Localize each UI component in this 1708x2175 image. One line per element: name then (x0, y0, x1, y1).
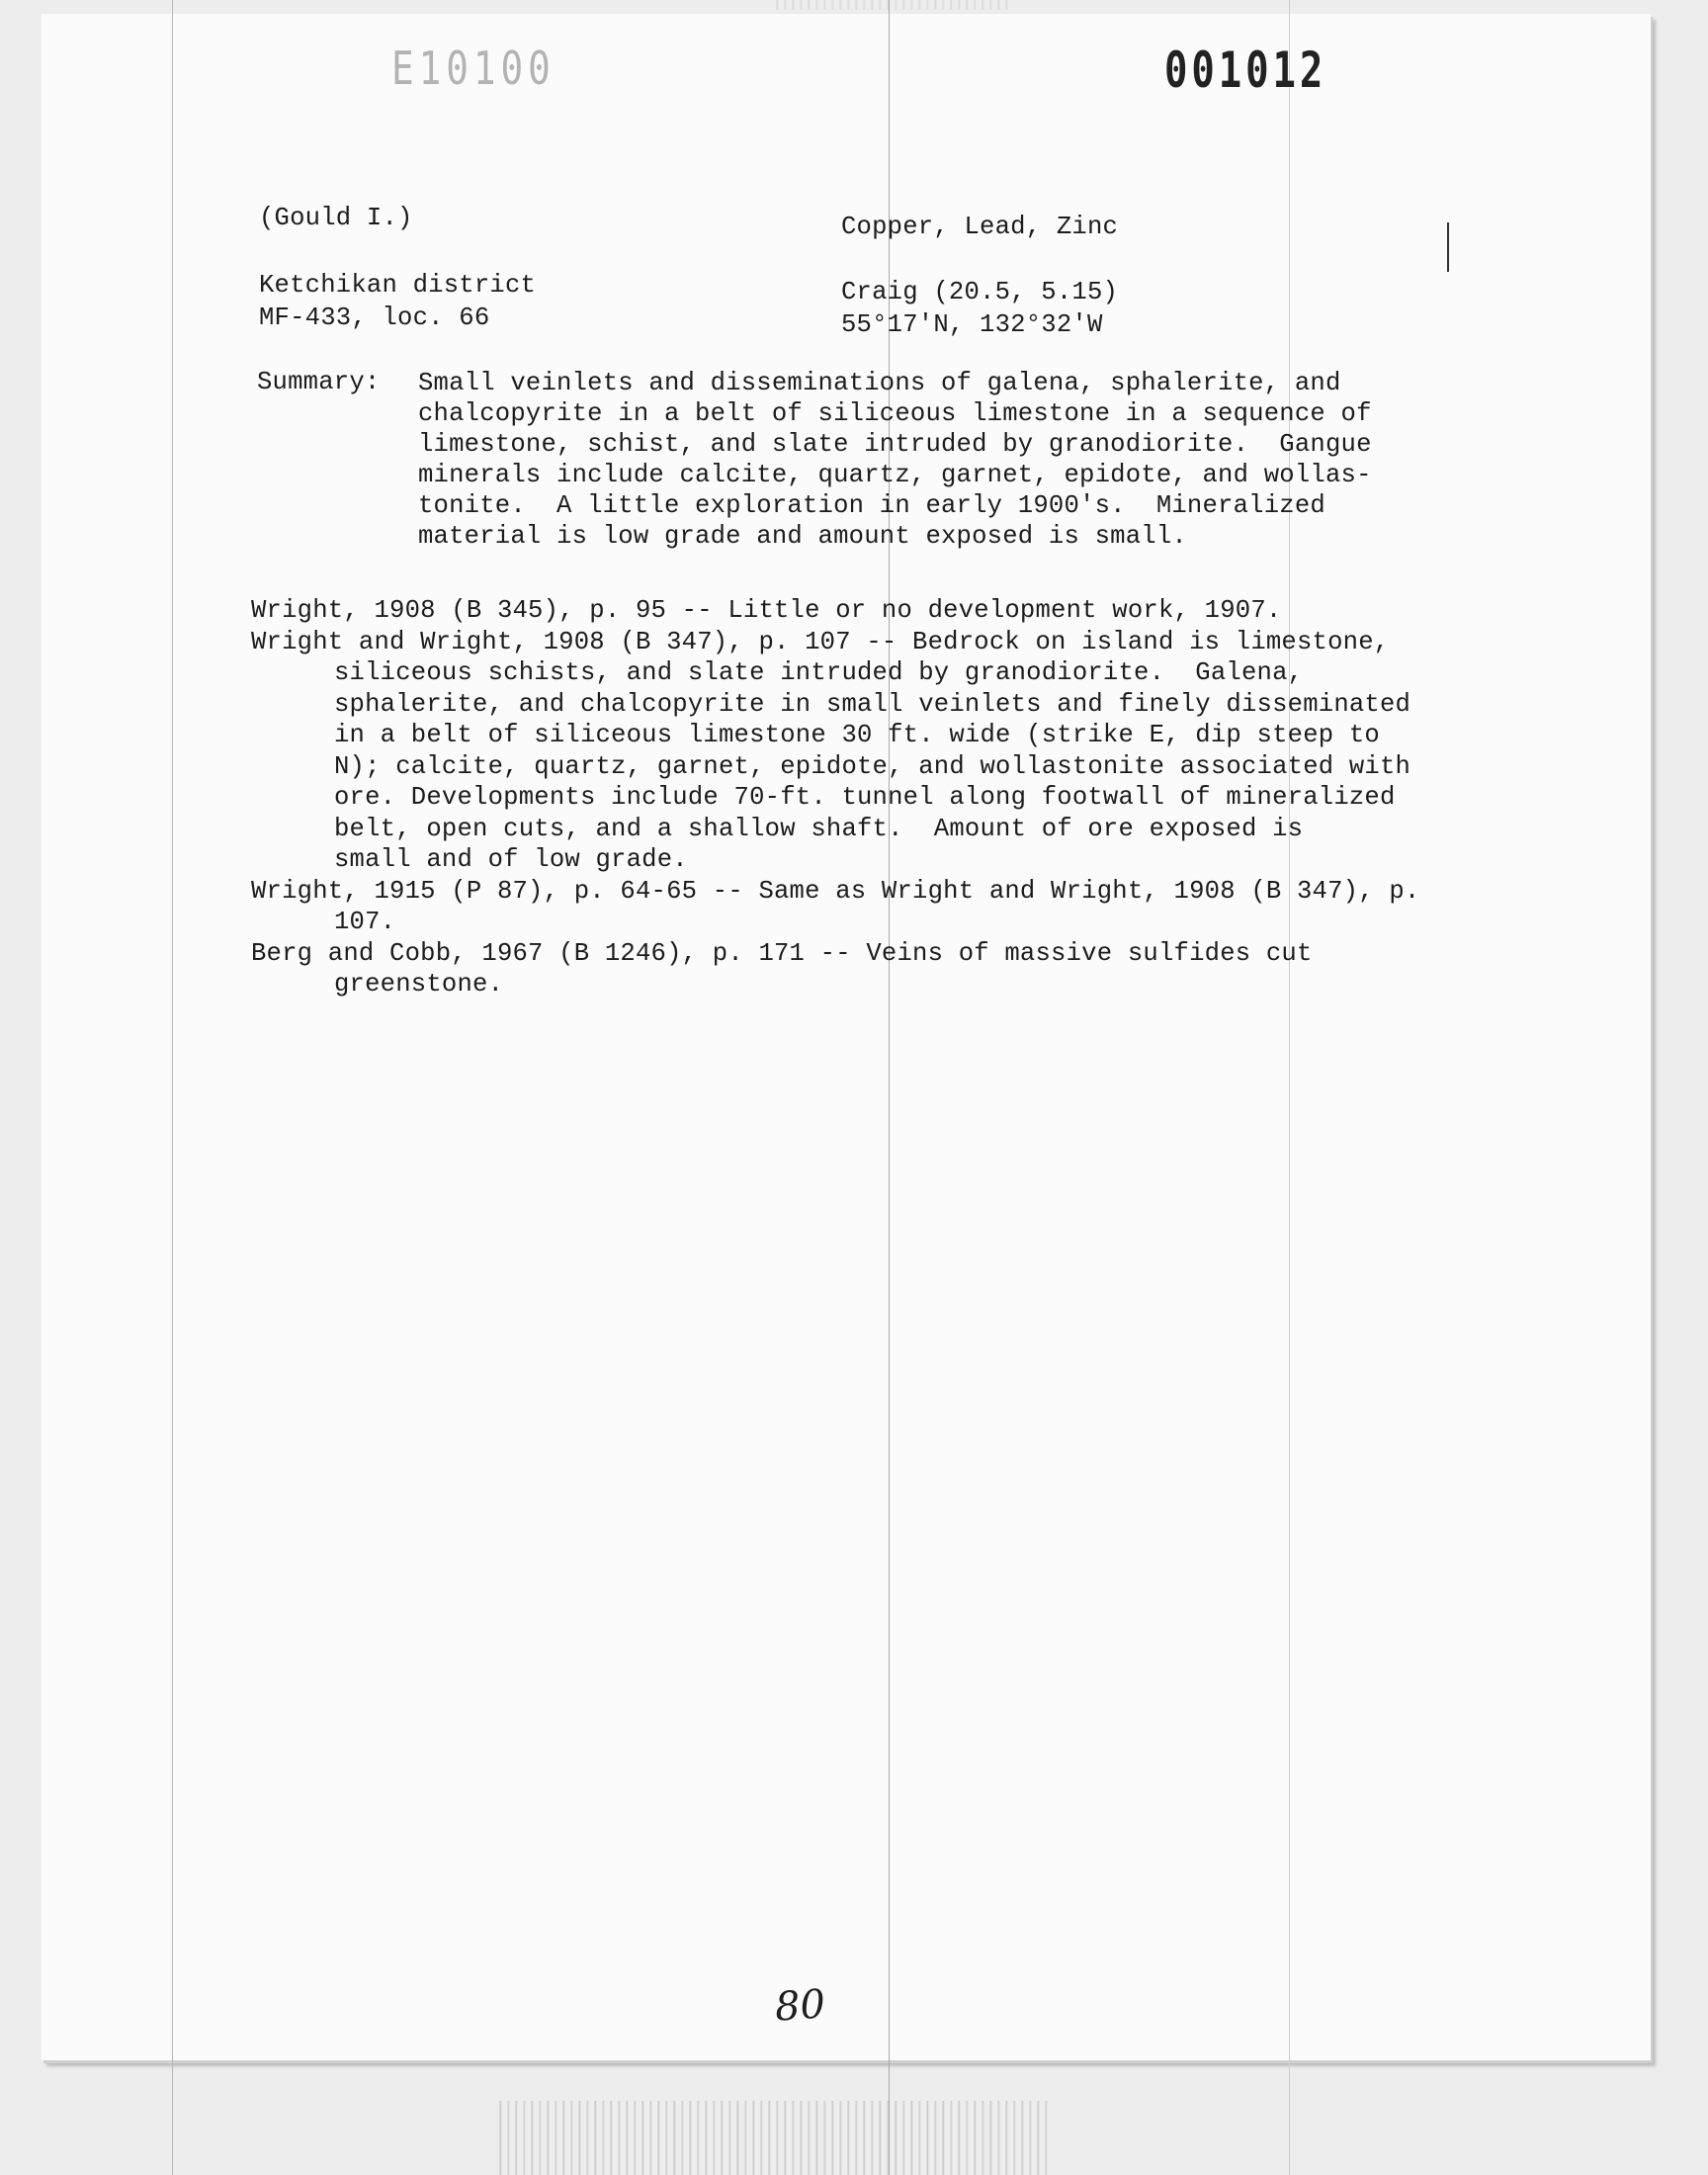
summary-line: minerals include calcite, quartz, garnet, epidote, and wollas- (418, 461, 1372, 489)
reference-line: in a belt of siliceous limestone 30 ft. wide (strike E, dip steep to (334, 721, 1380, 749)
summary-line: chalcopyrite in a belt of siliceous limestone in a sequence of (418, 399, 1372, 428)
scan-line-left (172, 0, 173, 2175)
reference-line: sphalerite, and chalcopyrite in small veinlets and finely disseminated (334, 689, 1411, 719)
stamp-code-left: E10100 (391, 42, 555, 95)
reference-line: Wright and Wright, 1908 (B 347), p. 107 -- Bedrock on island is limestone, (251, 627, 1390, 656)
reference-entry (251, 627, 1496, 876)
quadrangle: Craig (20.5, 5.15) (841, 278, 1119, 306)
map-reference: MF-433, loc. 66 (259, 304, 490, 332)
reference-line: ore. Developments include 70-ft. tunnel along footwall of mineralized (334, 783, 1396, 812)
reference-line: greenstone. (334, 970, 504, 999)
margin-mark (1447, 222, 1449, 272)
summary-line: material is low grade and amount exposed is small. (418, 522, 1187, 551)
reference-line: Wright, 1908 (B 345), p. 95 -- Little or no development work, 1907. (251, 596, 1282, 625)
reference-entry (251, 938, 1496, 1000)
reference-entry (251, 876, 1496, 938)
reference-line: Berg and Cobb, 1967 (B 1246), p. 171 -- Veins of massive sulfides cut (251, 938, 1313, 968)
summary-label: Summary: (257, 368, 381, 396)
reference-line: Wright, 1915 (P 87), p. 64-65 -- Same as Wright and Wright, 1908 (B 347), p. (251, 876, 1420, 906)
summary-line: tonite. A little exploration in early 1900's. Mineralized (418, 491, 1325, 520)
summary-line: Small veinlets and disseminations of galena, sphalerite, and (418, 369, 1341, 397)
reference-line: 107. (334, 908, 396, 936)
reference-line: belt, open cuts, and a shallow shaft. Amount of ore exposed is (334, 814, 1304, 843)
scan-line-right (1289, 0, 1290, 2175)
reference-line: N); calcite, quartz, garnet, epidote, and wollastonite associated with (334, 751, 1411, 781)
reference-entry (251, 595, 1496, 627)
summary-line: limestone, schist, and slate intruded by granodiorite. Gangue (418, 430, 1372, 459)
island-name: (Gould I.) (259, 204, 413, 232)
scan-streaks-top (771, 0, 1008, 10)
commodities: Copper, Lead, Zinc (841, 213, 1119, 241)
summary-text (418, 368, 1446, 552)
stamp-code-right: 001012 (1164, 42, 1327, 99)
reference-line: siliceous schists, and slate intruded by granodiorite. Galena, (334, 658, 1304, 687)
reference-line: small and of low grade. (334, 845, 688, 874)
scan-streaks-bottom (494, 2101, 1048, 2175)
page-number: 80 (773, 1981, 827, 2031)
coordinates: 55°17'N, 132°32'W (841, 310, 1103, 339)
references (251, 595, 1496, 1000)
district: Ketchikan district (259, 271, 537, 300)
